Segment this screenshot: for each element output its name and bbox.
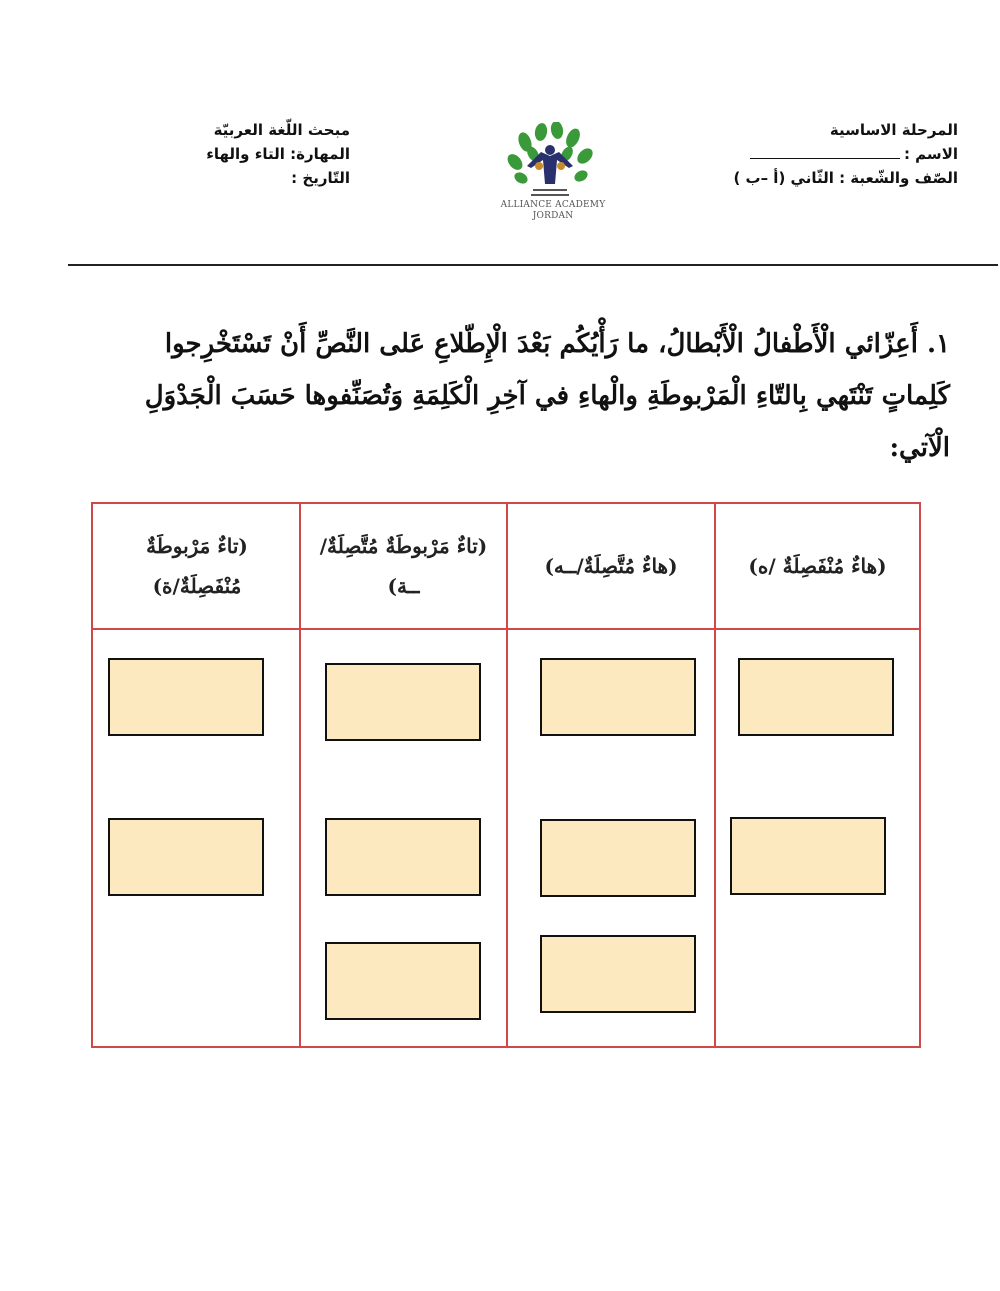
name-label: الاسم : xyxy=(903,145,958,163)
column-header-separate-ta-marbuta: (تاءٌ مَرْبوطَةٌ مُنْفَصِلَةٌ/ة) xyxy=(146,534,248,598)
column-header-connected-ha: (هاءٌ مُتَّصِلَةٌ/ــه) xyxy=(544,554,678,578)
stage-label: المرحلة الاساسية xyxy=(829,121,958,139)
student-name-row xyxy=(698,142,958,166)
answer-box[interactable] xyxy=(540,935,696,1013)
answer-box[interactable] xyxy=(108,658,264,736)
class-section-label: الصّف والشّعبة : الثّاني (أ –ب ) xyxy=(733,169,958,187)
classification-table xyxy=(91,502,921,1048)
answer-box[interactable] xyxy=(738,658,894,736)
header-info-left xyxy=(150,118,350,190)
answer-box[interactable] xyxy=(540,819,696,897)
subject-label: مبحث اللّغة العربيّة xyxy=(213,121,350,139)
question-instruction: ١. أَعِزّائي الْأَطْفالُ الْأَبْطالُ، ما رَأْيُكُم بَعْدَ الْإِطّلاعِ عَلى النَّصِّ أَنْ تَسْتَخْرِجوا كَلِماتٍ تَنْتَهي بِالتّاءِ الْمَرْبوطَةِ والْهاءِ في آخِرِ الْكَلِمَةِ وَتُصَنِّفوها حَسَبَ الْجَدْوَلِ الْآتي: xyxy=(144,329,950,463)
header-info-right xyxy=(698,118,958,190)
answer-box[interactable] xyxy=(325,942,481,1020)
logo-text: ALLIANCE ACADEMY JORDAN xyxy=(500,200,606,221)
answer-box[interactable] xyxy=(325,818,481,896)
answer-box[interactable] xyxy=(730,817,886,895)
column-header-separate-ha: (هاءٌ مُنْفَصِلَةٌ /ه) xyxy=(748,554,887,578)
answer-box[interactable] xyxy=(108,818,264,896)
column-header-connected-ta-marbuta: (تاءٌ مَرْبوطَةٌ مُتَّصِلَةٌ/ــة) xyxy=(319,534,488,598)
name-input-line[interactable] xyxy=(750,146,900,159)
header-divider xyxy=(68,264,998,266)
skill-label: المهارة: التاء والهاء xyxy=(206,145,350,163)
date-label: التّاريخ : xyxy=(291,169,350,187)
answer-box[interactable] xyxy=(540,658,696,736)
answer-box[interactable] xyxy=(325,663,481,741)
header-row-divider xyxy=(93,628,919,630)
